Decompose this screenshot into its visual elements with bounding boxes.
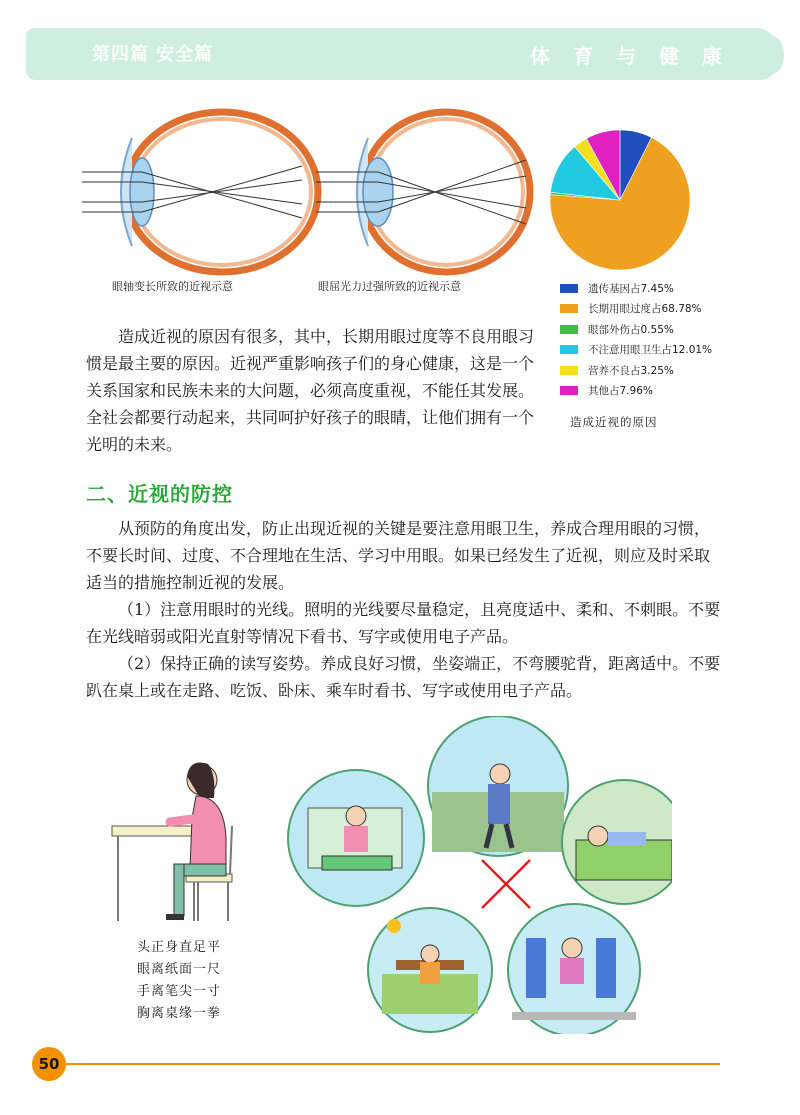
posture-paragraph: （2）保持正确的读写姿势。养成良好习惯，坐姿端正，不弯腰驼背，距离适中。不要趴在桌上或在走路、吃饭、卧床、乘车时看书、写字或使用电子产品。 bbox=[86, 654, 721, 700]
legend-swatch bbox=[560, 386, 578, 395]
reading-on-bus-scene bbox=[508, 904, 640, 1034]
pie-caption: 造成近视的原因 bbox=[570, 415, 658, 429]
wrong-habits-illustration bbox=[286, 716, 672, 1034]
legend-item bbox=[560, 381, 712, 402]
reading-while-walking-scene bbox=[428, 716, 568, 856]
legend-swatch bbox=[560, 345, 578, 354]
legend-label: 不注意用眼卫生占12.01% bbox=[588, 344, 713, 357]
legend-label: 营养不良占3.25% bbox=[588, 364, 674, 377]
posture-line: 胸离桌缘一拳 bbox=[137, 1006, 222, 1021]
lighting-paragraph: （1）注意用眼时的光线。照明的光线要尽量稳定，且亮度适中、柔和、不刺眼。不要在光线暗弱或阳光直射等情况下看书、写字或使用电子产品。 bbox=[86, 600, 721, 646]
legend-label: 长期用眼过度占68.78% bbox=[588, 303, 702, 316]
legend-swatch bbox=[560, 304, 578, 313]
page-number: 50 bbox=[32, 1047, 66, 1081]
eye-diagram-axial bbox=[82, 108, 322, 278]
pie-legend bbox=[560, 278, 712, 401]
legend-swatch bbox=[560, 325, 578, 334]
legend-label: 其他占7.96% bbox=[588, 385, 653, 398]
footer-line bbox=[66, 1063, 720, 1065]
eye1-caption: 眼轴变长所致的近视示意 bbox=[112, 280, 233, 293]
intro-paragraph: 造成近视的原因有很多，其中，长期用眼过度等不良用眼习惯是最主要的原因。近视严重影响孩子们的身心健康，这是一个关系国家和民族未来的大问题，必须高度重视，不能任其发展。全社会都要行动起来，共同呵护好孩子的眼睛，让他们拥有一个光明的未来。 bbox=[86, 327, 535, 454]
legend-swatch bbox=[560, 284, 578, 293]
posture-line: 手离笔尖一寸 bbox=[137, 984, 222, 999]
subject-header: 体 育 与 健 康 bbox=[530, 44, 730, 68]
myopia-causes-pie bbox=[548, 128, 692, 272]
correct-posture-illustration bbox=[104, 756, 274, 926]
legend-item bbox=[560, 299, 712, 320]
eye-diagram-refractive bbox=[316, 108, 546, 278]
posture-caption bbox=[137, 937, 221, 1025]
legend-item bbox=[560, 340, 712, 361]
reading-in-sunlight-scene bbox=[368, 908, 492, 1032]
eye2-caption: 眼屈光力过强所致的近视示意 bbox=[318, 280, 461, 293]
legend-label: 遗传基因占7.45% bbox=[588, 282, 674, 295]
legend-label: 眼部外伤占0.55% bbox=[588, 323, 674, 336]
wrong-cross-icon bbox=[482, 860, 530, 908]
section-header: 第四篇 安全篇 bbox=[92, 44, 214, 65]
posture-line: 眼离纸面一尺 bbox=[137, 962, 222, 977]
section-title: 二、近视的防控 bbox=[86, 482, 233, 506]
prevention-paragraph: 从预防的角度出发，防止出现近视的关键是要注意用眼卫生，养成合理用眼的习惯，不要长时间、过度、不合理地在生活、学习中用眼。如果已经发生了近视，则应及时采取适当的措施控制近视的发展。 bbox=[86, 519, 711, 592]
legend-item bbox=[560, 360, 712, 381]
reading-in-bed-scene bbox=[562, 780, 672, 904]
posture-line: 头正身直足平 bbox=[137, 940, 222, 955]
legend-item bbox=[560, 278, 712, 299]
legend-swatch bbox=[560, 366, 578, 375]
reading-while-eating-scene bbox=[288, 770, 424, 906]
legend-item bbox=[560, 319, 712, 340]
